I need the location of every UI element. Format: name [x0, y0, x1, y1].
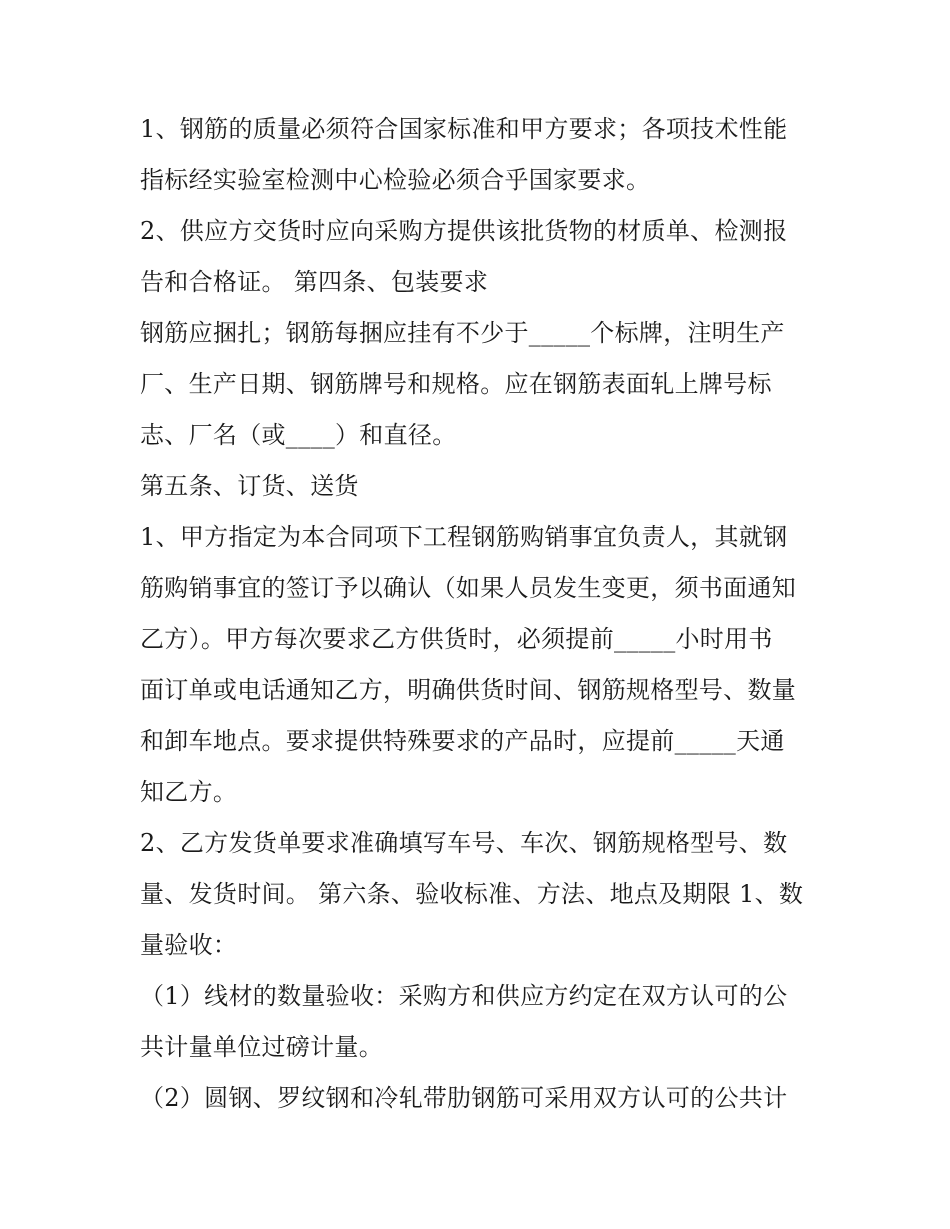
- text-line: 1、钢筋的质量必须符合国家标准和甲方要求；各项技术性能: [140, 115, 788, 143]
- text-line: 知乙方。: [140, 778, 238, 806]
- text-line: 筋购销事宜的签订予以确认（如果人员发生变更，须书面通知: [140, 574, 797, 602]
- text-line: 2、乙方发货单要求准确填写车号、车次、钢筋规格型号、数: [140, 829, 788, 857]
- document-body: [140, 104, 830, 1124]
- text-line: 告和合格证。 第四条、包装要求: [140, 268, 489, 296]
- text-line: 面订单或电话通知乙方，明确供货时间、钢筋规格型号、数量: [140, 676, 797, 704]
- text-line: 钢筋应捆扎；钢筋每捆应挂有不少于_____个标牌，注明生产: [140, 319, 785, 347]
- text-line: （1）线材的数量验收：采购方和供应方约定在双方认可的公: [140, 982, 788, 1010]
- text-line: 厂、生产日期、钢筋牌号和规格。应在钢筋表面轧上牌号标: [140, 370, 772, 398]
- text-line: 志、厂名（或____）和直径。: [140, 421, 457, 449]
- section-heading: 第五条、订货、送货: [140, 472, 359, 500]
- text-line: （2）圆钢、罗纹钢和冷轧带肋钢筋可采用双方认可的公共计: [140, 1084, 788, 1112]
- text-line: 2、供应方交货时应向采购方提供该批货物的材质单、检测报: [140, 217, 788, 245]
- text-line: 和卸车地点。要求提供特殊要求的产品时，应提前_____天通: [140, 727, 785, 755]
- text-line: 量、发货时间。 第六条、验收标准、方法、地点及期限 1、数: [140, 880, 804, 908]
- text-line: 乙方）。甲方每次要求乙方供货时，必须提前_____小时用书: [140, 625, 773, 653]
- text-line: 1、甲方指定为本合同项下工程钢筋购销事宜负责人，其就钢: [140, 523, 788, 551]
- text-line: 共计量单位过磅计量。: [140, 1033, 383, 1061]
- text-line: 指标经实验室检测中心检验必须合乎国家要求。: [140, 166, 651, 194]
- text-line: 量验收：: [140, 931, 238, 959]
